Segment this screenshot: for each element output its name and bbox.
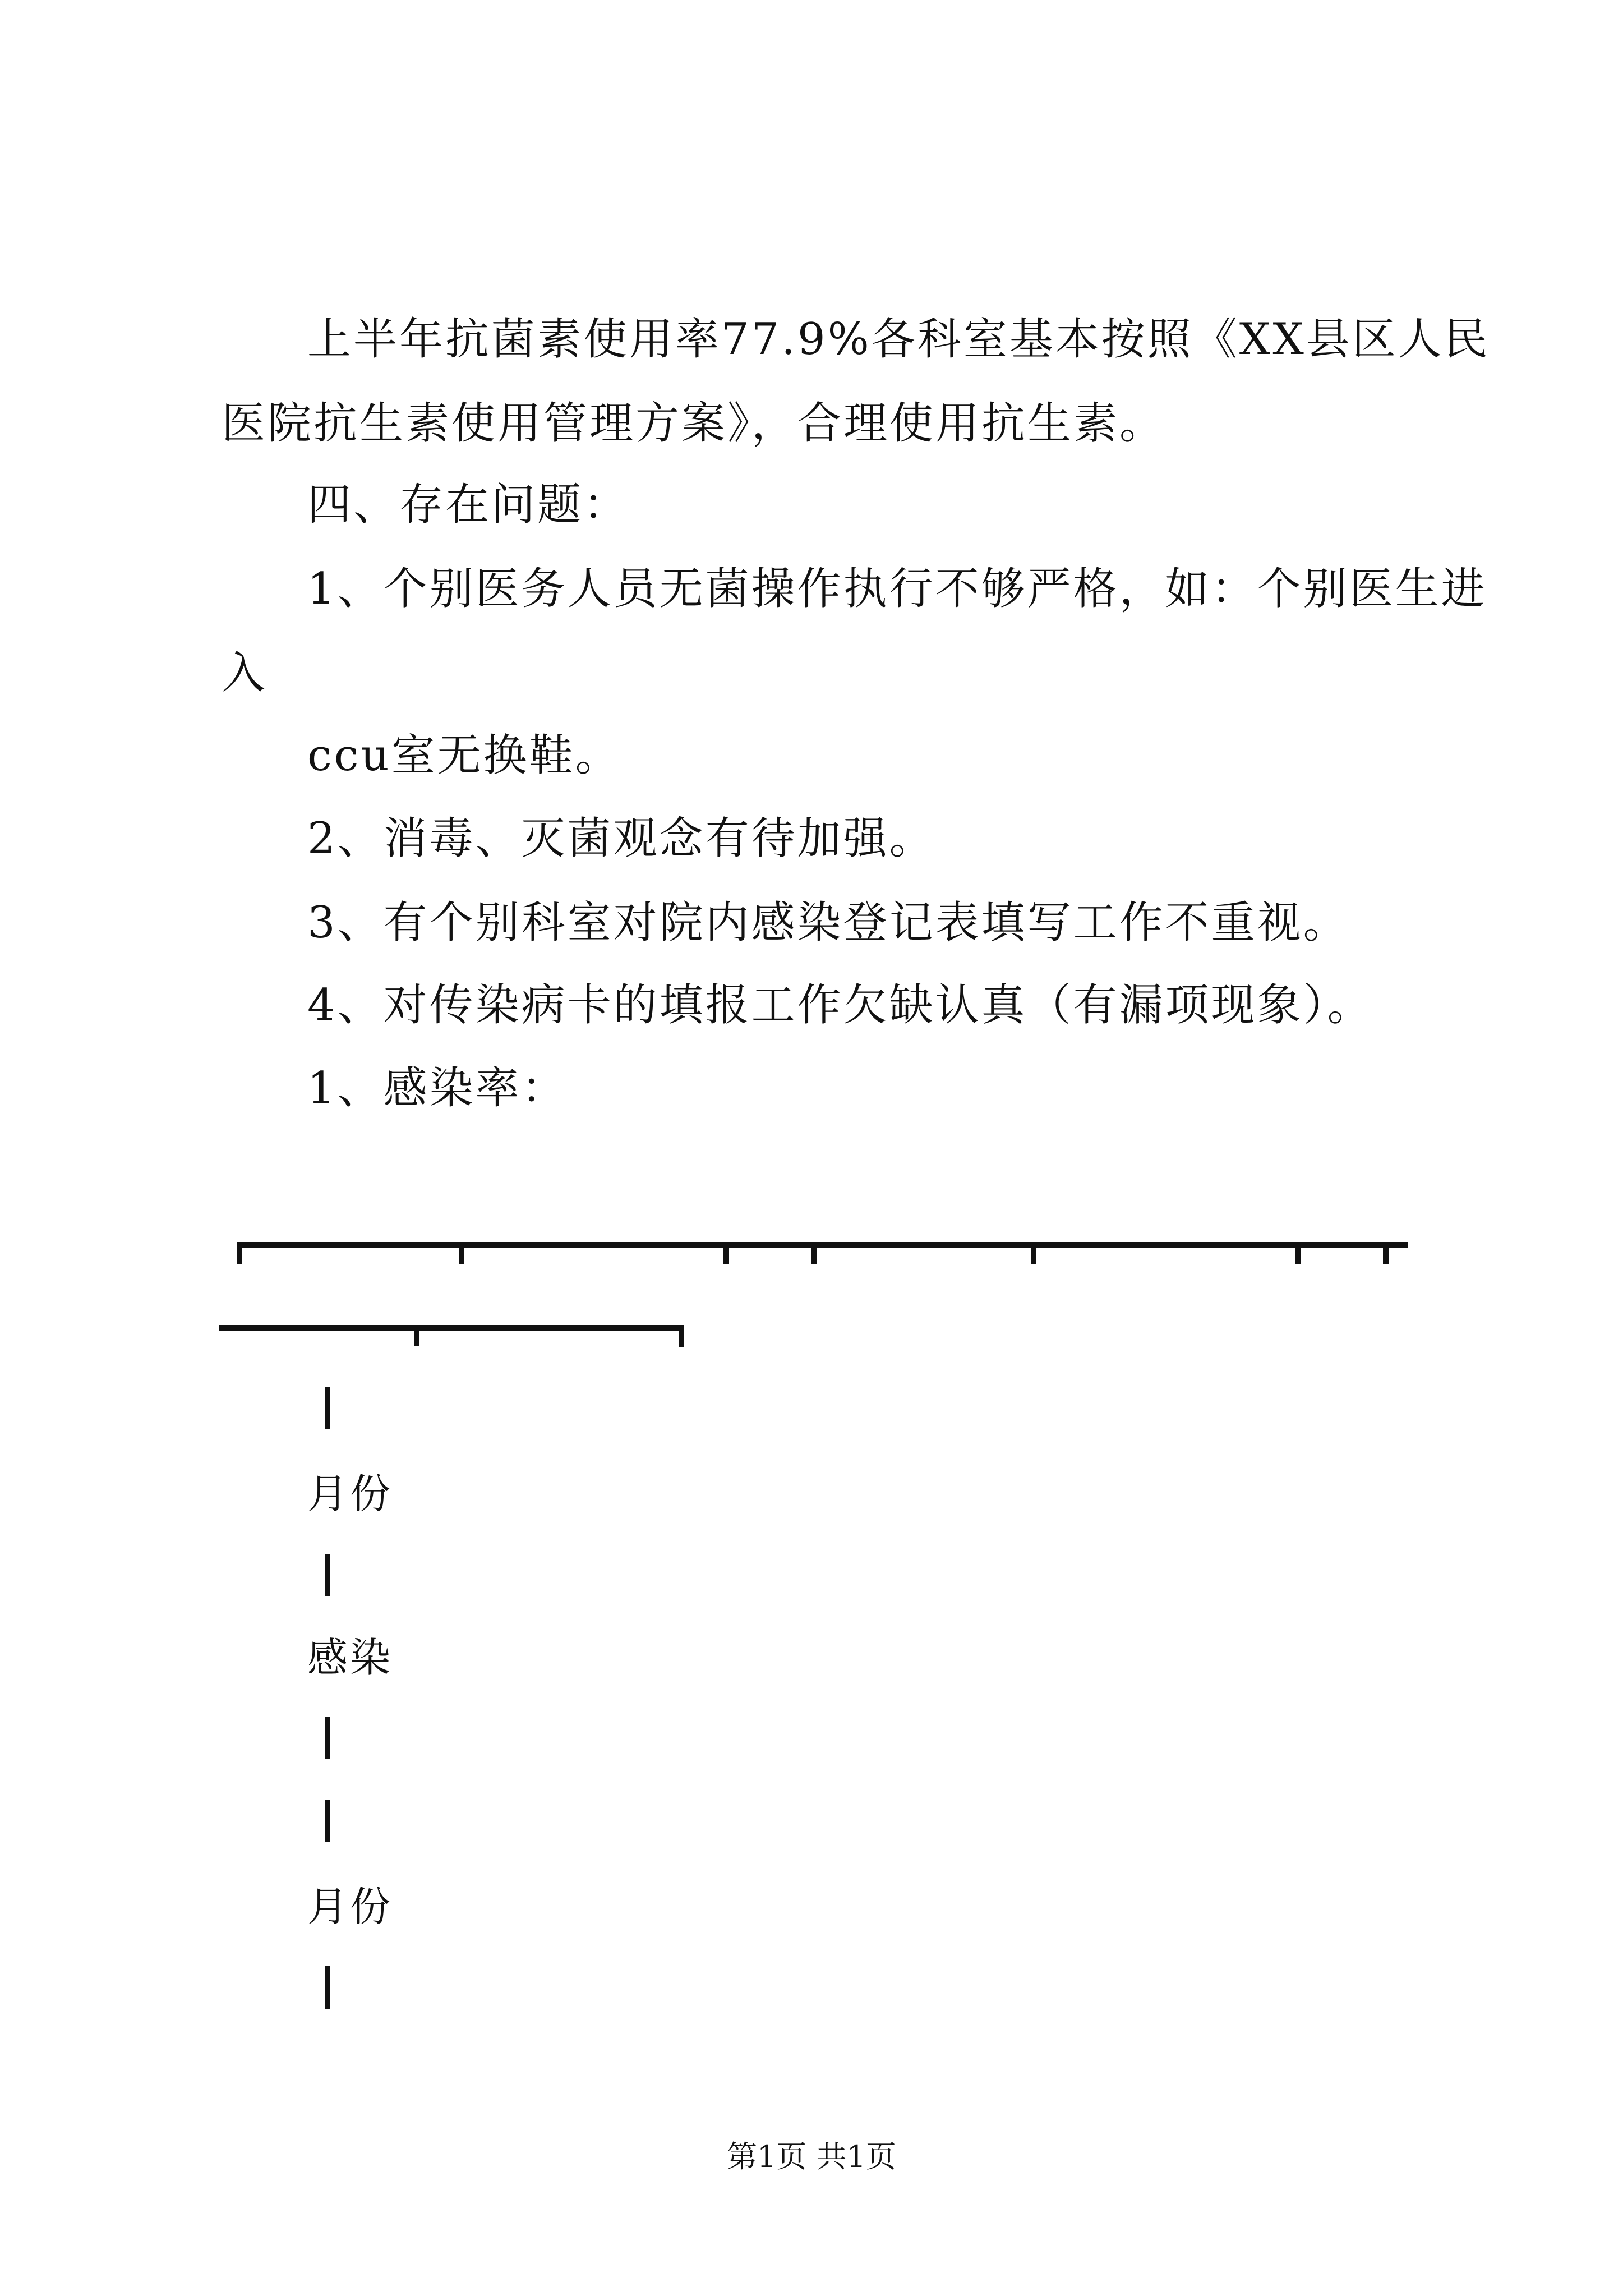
paragraph-line-1: 上半年抗菌素使用率77.9%各科室基本按照《XX县区人民 <box>307 314 1490 365</box>
table-tick <box>679 1325 684 1347</box>
table-top-rule <box>237 1242 1408 1248</box>
table-tick <box>1295 1242 1301 1264</box>
table-label-month-2: 月份 <box>307 1883 393 1930</box>
problem-item-1-cont: 入 <box>222 648 268 698</box>
table-cell-divider <box>325 1966 330 2009</box>
infection-rate-heading: 1、感染率： <box>307 1063 568 1114</box>
problem-item-2: 2、消毒、灭菌观念有待加强。 <box>307 813 935 864</box>
problem-item-1: 1、个别医务人员无菌操作执行不够严格，如：个别医生进 <box>307 564 1487 614</box>
table-cell-divider <box>325 1800 330 1842</box>
table-cell-divider <box>325 1387 330 1429</box>
table-tick <box>237 1242 242 1264</box>
table-cell-divider <box>325 1554 330 1596</box>
problem-item-3: 3、有个别科室对院内感染登记表填写工作不重视。 <box>307 898 1349 948</box>
table-tick <box>811 1242 817 1264</box>
section-heading-problems: 四、存在问题： <box>307 480 630 530</box>
table-label-infection: 感染 <box>307 1634 393 1681</box>
table-cell-divider <box>325 1717 330 1759</box>
table-tick <box>414 1325 419 1346</box>
table-tick <box>1031 1242 1036 1264</box>
table-tick <box>459 1242 464 1264</box>
problem-item-4: 4、对传染病卡的填报工作欠缺认真（有漏项现象）。 <box>307 980 1373 1030</box>
page-footer: 第1页 共1页 <box>727 2139 896 2174</box>
table-tick <box>723 1242 729 1264</box>
table-second-rule <box>219 1325 684 1331</box>
table-label-month: 月份 <box>307 1470 393 1517</box>
problem-item-1-detail: ccu室无换鞋。 <box>307 730 621 781</box>
table-tick <box>1383 1242 1389 1264</box>
paragraph-line-2: 医院抗生素使用管理方案》，合理使用抗生素。 <box>222 398 1166 449</box>
